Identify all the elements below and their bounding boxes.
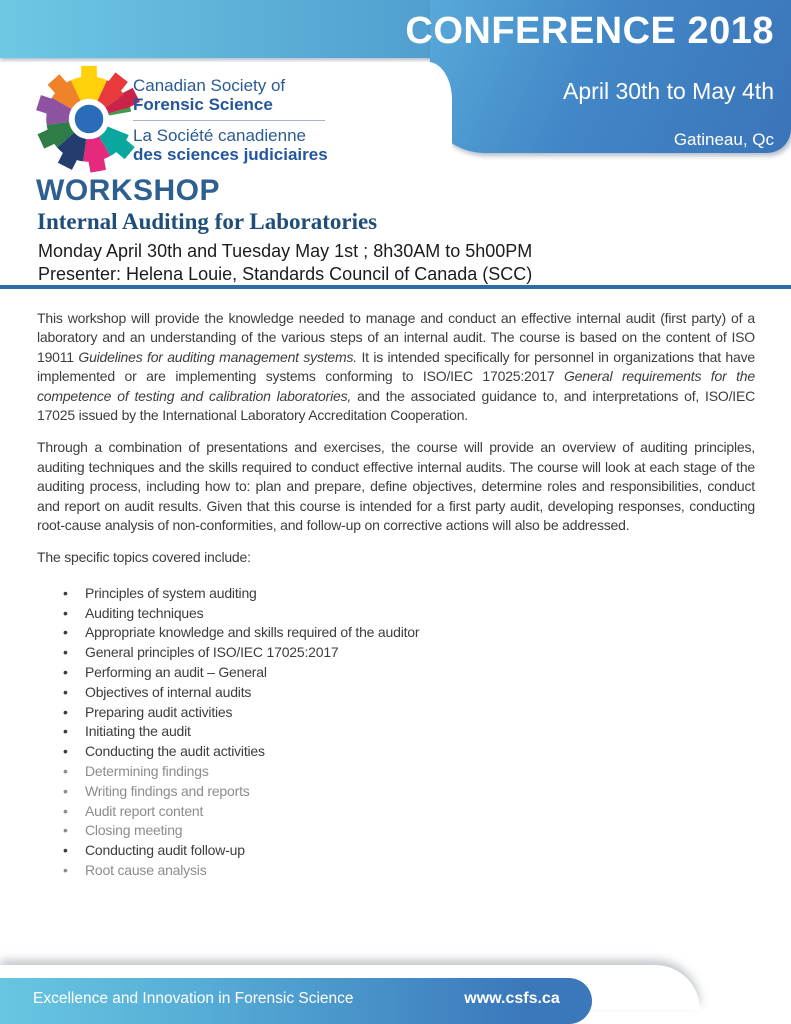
footer-website: www.csfs.ca (464, 990, 560, 1007)
topic-label: Writing findings and reports (85, 782, 250, 799)
workshop-presenter: Presenter: Helena Louie, Standards Council of Canada (SCC) (38, 264, 533, 284)
conference-title: CONFERENCE 2018 (405, 10, 774, 52)
section-divider (0, 285, 791, 289)
description-paragraph-2: Through a combination of presentations and exercises, the course will provide an overview of auditing principles, auditing techniques and the skills required to conduct effective internal audits. The course will look at each stage of the auditing process, including how to: plan and prepare, define objectives, determine roles and responsibilities, conduct and report on audit results. Given that this course is intended for a first party audit, developing responses, conducting root-cause analysis of non-conformities, and follow-up on corrective actions will also be addressed. (37, 439, 755, 534)
topic-label: Closing meeting (85, 822, 183, 839)
topic-item (37, 623, 755, 643)
logo-en-line1: Canadian Society of (133, 76, 286, 95)
topic-label: Objectives of internal audits (85, 683, 252, 700)
bullet-icon: • (63, 683, 68, 700)
topics-list (37, 584, 755, 881)
logo-text-block (133, 76, 328, 164)
bullet-icon: • (63, 664, 68, 681)
conference-dates: April 30th to May 4th (563, 78, 774, 104)
bullet-icon: • (63, 604, 68, 621)
footer-bar (0, 978, 592, 1024)
bullet-icon: • (63, 763, 68, 780)
conference-location: Gatineau, Qc (673, 130, 774, 149)
logo-fr-line2: des sciences judiciaires (133, 145, 328, 164)
topic-item (37, 821, 755, 841)
topic-item (37, 802, 755, 822)
topic-item (37, 782, 755, 802)
body-copy (37, 309, 755, 881)
workshop-heading: WORKSHOP (36, 174, 220, 207)
topic-label: Auditing techniques (85, 604, 204, 621)
bullet-icon: • (63, 842, 68, 859)
bullet-icon: • (63, 862, 68, 879)
topics-intro: The specific topics covered include: (37, 549, 251, 566)
topic-item (37, 742, 755, 762)
topic-label: Conducting audit follow-up (85, 842, 245, 859)
topic-label: Conducting the audit activities (85, 743, 265, 760)
footer-tagline: Excellence and Innovation in Forensic Science (33, 990, 354, 1007)
topic-item (37, 762, 755, 782)
topic-label: Initiating the audit (85, 723, 191, 740)
bullet-icon: • (63, 743, 68, 760)
logo-divider (133, 120, 325, 121)
bullet-icon: • (63, 644, 68, 661)
topic-label: Root cause analysis (85, 862, 207, 879)
description-paragraph-1: This workshop will provide the knowledge needed to manage and conduct an effective internal audit (first party) of a laboratory and an understanding of the various steps of an internal audit. The course is based on the content of ISO 19011 Guidelines for auditing management systems. It is intended specifically for personnel in organizations that have implemented or are implementing systems conforming to ISO/IEC 17025:2017 General requirements for the competence of testing and calibration laboratories, and the associated guidance to, and interpretations of, ISO/IEC 17025 issued by the International Laboratory Accreditation Cooperation. (37, 310, 756, 424)
topic-item (37, 584, 755, 604)
bullet-icon: • (63, 584, 68, 601)
topic-item (37, 604, 755, 624)
topic-item (37, 722, 755, 742)
topic-label: Principles of system auditing (85, 584, 257, 601)
bullet-icon: • (63, 624, 68, 641)
bullet-icon: • (63, 703, 68, 720)
logo-fr-line1: La Société canadienne (133, 126, 306, 145)
bullet-icon: • (63, 822, 68, 839)
topic-label: Performing an audit – General (85, 664, 267, 681)
logo-en-line2: Forensic Science (133, 95, 273, 114)
bullet-icon: • (63, 723, 68, 740)
topic-item (37, 663, 755, 683)
topic-item (37, 841, 755, 861)
bullet-icon: • (63, 782, 68, 799)
topic-item (37, 861, 755, 881)
topic-item (37, 643, 755, 663)
topic-label: General principles of ISO/IEC 17025:2017 (85, 644, 339, 661)
bullet-icon: • (63, 802, 68, 819)
workshop-title: Internal Auditing for Laboratories (37, 209, 378, 234)
topic-item (37, 703, 755, 723)
topic-item (37, 683, 755, 703)
topic-label: Preparing audit activities (85, 703, 233, 720)
topic-label: Appropriate knowledge and skills required of the auditor (85, 624, 420, 641)
workshop-schedule: Monday April 30th and Tuesday May 1st ; 8h30AM to 5h00PM (38, 241, 533, 261)
topic-label: Determining findings (85, 763, 209, 780)
csfs-gear-logo-icon (30, 60, 148, 178)
topic-label: Audit report content (85, 802, 204, 819)
